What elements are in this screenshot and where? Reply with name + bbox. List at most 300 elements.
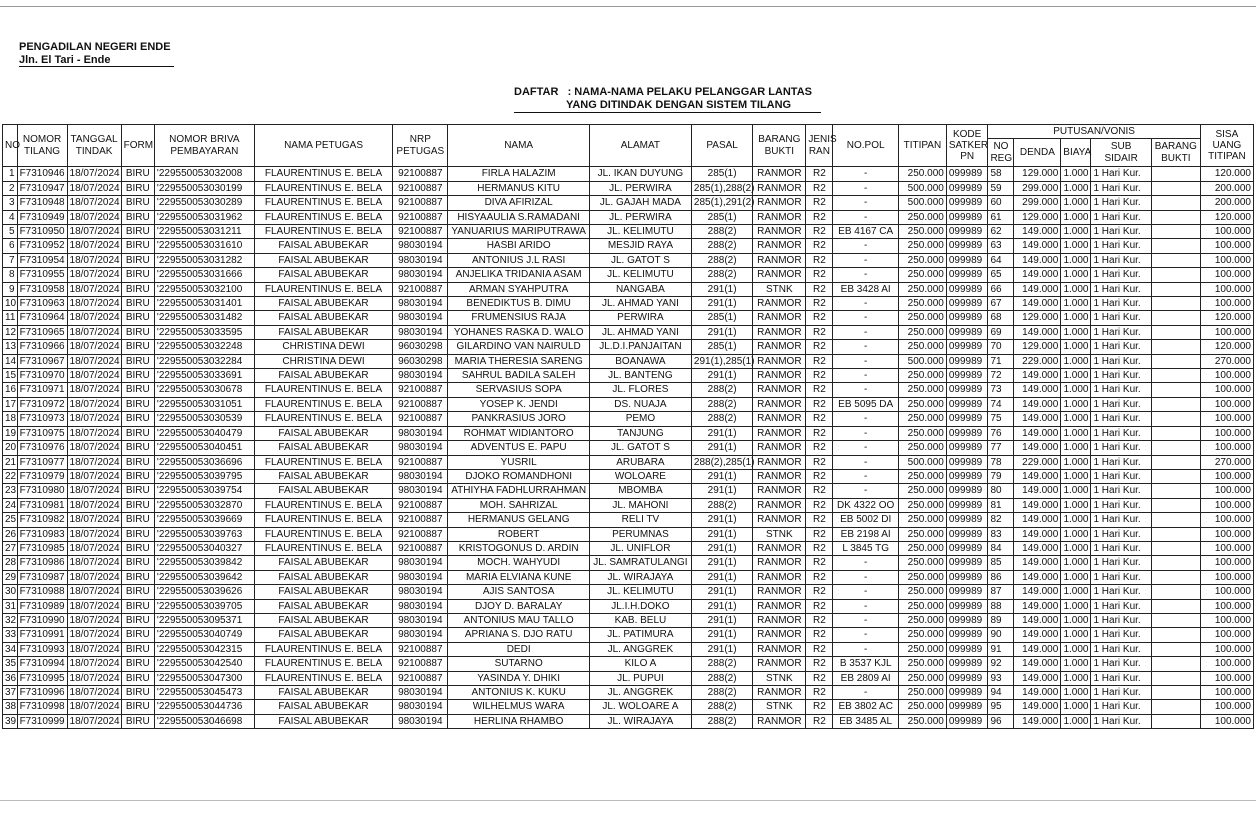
- cell-nrp: 98030194: [393, 253, 448, 267]
- cell-titipan: 250.000: [898, 311, 946, 325]
- cell-denda: 149.000: [1014, 686, 1061, 700]
- table-row: [3, 700, 1254, 714]
- cell-alamat: PERWIRA: [589, 311, 691, 325]
- cell-form: BIRU: [121, 599, 154, 613]
- cell-jenis-ran: R2: [806, 599, 833, 613]
- cell-alamat: JL. KELIMUTU: [589, 225, 691, 239]
- cell-tanggal: 18/07/2024: [67, 268, 121, 282]
- cell-sub-sidair: 1 Hari Kur.: [1091, 282, 1151, 296]
- cell-no-reg: 95: [988, 700, 1014, 714]
- cell-jenis-ran: R2: [806, 196, 833, 210]
- cell-kode-satker: 099989: [946, 686, 988, 700]
- cell-form: BIRU: [121, 657, 154, 671]
- cell-sisa-uang: 100.000: [1200, 570, 1253, 584]
- cell-biaya: 1.000: [1061, 513, 1091, 527]
- cell-alamat: WOLOARE: [589, 469, 691, 483]
- cell-denda: 149.000: [1014, 527, 1061, 541]
- cell-sub-sidair: 1 Hari Kur.: [1091, 325, 1151, 339]
- cell-denda: 149.000: [1014, 541, 1061, 555]
- cell-titipan: 250.000: [898, 498, 946, 512]
- cell-form: BIRU: [121, 225, 154, 239]
- cell-no-reg: 87: [988, 585, 1014, 599]
- cell-denda: 149.000: [1014, 700, 1061, 714]
- cell-nama: HERMANUS KITU: [448, 181, 590, 195]
- cell-no-pol: -: [833, 412, 899, 426]
- cell-sisa-uang: 100.000: [1200, 268, 1253, 282]
- cell-barang-bukti-vonis: [1151, 642, 1200, 656]
- table-row: [3, 513, 1254, 527]
- cell-kode-satker: 099989: [946, 225, 988, 239]
- cell-nama-petugas: FAISAL ABUBEKAR: [254, 441, 392, 455]
- table-row: [3, 484, 1254, 498]
- cell-tanggal: 18/07/2024: [67, 383, 121, 397]
- cell-alamat: JL. FLORES: [589, 383, 691, 397]
- cell-barang-bukti-vonis: [1151, 239, 1200, 253]
- table-row: [3, 253, 1254, 267]
- cell-no-pol: -: [833, 340, 899, 354]
- cell-kode-satker: 099989: [946, 541, 988, 555]
- table-row: [3, 225, 1254, 239]
- cell-no: 31: [3, 599, 18, 613]
- cell-kode-satker: 099989: [946, 239, 988, 253]
- cell-sisa-uang: 120.000: [1200, 340, 1253, 354]
- cell-alamat: TANJUNG: [589, 426, 691, 440]
- table-row: [3, 657, 1254, 671]
- cell-kode-satker: 099989: [946, 657, 988, 671]
- cell-kode-satker: 099989: [946, 340, 988, 354]
- cell-barang-bukti: RANMOR: [753, 599, 806, 613]
- cell-no: 30: [3, 585, 18, 599]
- cell-nama: DEDI: [448, 642, 590, 656]
- cell-nama: ATHIYHA FADHLURRAHMAN: [448, 484, 590, 498]
- cell-nomor-tilang: F7310970: [17, 369, 67, 383]
- cell-form: BIRU: [121, 181, 154, 195]
- cell-sub-sidair: 1 Hari Kur.: [1091, 181, 1151, 195]
- cell-sub-sidair: 1 Hari Kur.: [1091, 700, 1151, 714]
- cell-no: 34: [3, 642, 18, 656]
- cell-titipan: 250.000: [898, 441, 946, 455]
- cell-nama: MOH. SAHRIZAL: [448, 498, 590, 512]
- cell-no-pol: EB 5002 DI: [833, 513, 899, 527]
- cell-nrp: 98030194: [393, 239, 448, 253]
- cell-nrp: 98030194: [393, 297, 448, 311]
- cell-barang-bukti: RANMOR: [753, 714, 806, 728]
- cell-jenis-ran: R2: [806, 613, 833, 627]
- cell-nama: KRISTOGONUS D. ARDIN: [448, 541, 590, 555]
- table-row: [3, 340, 1254, 354]
- cell-biaya: 1.000: [1061, 556, 1091, 570]
- cell-no-pol: -: [833, 325, 899, 339]
- cell-no-reg: 85: [988, 556, 1014, 570]
- cell-form: BIRU: [121, 239, 154, 253]
- cell-pasal: 285(1),291(2): [691, 196, 752, 210]
- cell-nrp: 98030194: [393, 369, 448, 383]
- cell-tanggal: 18/07/2024: [67, 325, 121, 339]
- cell-nama-petugas: FLAURENTINUS E. BELA: [254, 642, 392, 656]
- cell-briva: '229550053039669: [154, 513, 254, 527]
- cell-no-pol: -: [833, 484, 899, 498]
- cell-nama: ANJELIKA TRIDANIA ASAM: [448, 268, 590, 282]
- col-barang-bukti: BARANG BUKTI: [753, 125, 806, 167]
- cell-nrp: 98030194: [393, 585, 448, 599]
- cell-alamat: JL. BANTENG: [589, 369, 691, 383]
- cell-nama: ROBERT: [448, 527, 590, 541]
- cell-tanggal: 18/07/2024: [67, 253, 121, 267]
- table-row: [3, 397, 1254, 411]
- cell-sisa-uang: 100.000: [1200, 397, 1253, 411]
- cell-biaya: 1.000: [1061, 426, 1091, 440]
- cell-jenis-ran: R2: [806, 325, 833, 339]
- table-row: [3, 412, 1254, 426]
- col-nomor-briva: NOMOR BRIVA PEMBAYARAN: [154, 125, 254, 167]
- cell-tanggal: 18/07/2024: [67, 297, 121, 311]
- cell-biaya: 1.000: [1061, 239, 1091, 253]
- cell-titipan: 250.000: [898, 686, 946, 700]
- cell-titipan: 250.000: [898, 628, 946, 642]
- cell-no-pol: -: [833, 167, 899, 181]
- cell-titipan: 250.000: [898, 369, 946, 383]
- cell-nomor-tilang: F7310989: [17, 599, 67, 613]
- cell-nama: ROHMAT WIDIANTORO: [448, 426, 590, 440]
- cell-sub-sidair: 1 Hari Kur.: [1091, 599, 1151, 613]
- cell-jenis-ran: R2: [806, 628, 833, 642]
- cell-sisa-uang: 100.000: [1200, 498, 1253, 512]
- cell-alamat: KAB. BELU: [589, 613, 691, 627]
- cell-tanggal: 18/07/2024: [67, 686, 121, 700]
- cell-sub-sidair: 1 Hari Kur.: [1091, 484, 1151, 498]
- cell-no: 11: [3, 311, 18, 325]
- cell-sisa-uang: 270.000: [1200, 455, 1253, 469]
- cell-pasal: 291(1): [691, 541, 752, 555]
- cell-alamat: JL. WIRAJAYA: [589, 714, 691, 728]
- cell-barang-bukti: RANMOR: [753, 369, 806, 383]
- cell-no-pol: -: [833, 383, 899, 397]
- cell-barang-bukti: RANMOR: [753, 556, 806, 570]
- cell-biaya: 1.000: [1061, 325, 1091, 339]
- cell-alamat: PERUMNAS: [589, 527, 691, 541]
- col-kode-satker: KODE SATKER PN: [946, 125, 988, 167]
- cell-sub-sidair: 1 Hari Kur.: [1091, 556, 1151, 570]
- cell-briva: '229550053031610: [154, 239, 254, 253]
- table-row: [3, 325, 1254, 339]
- cell-sisa-uang: 100.000: [1200, 613, 1253, 627]
- cell-form: BIRU: [121, 513, 154, 527]
- cell-nrp: 92100887: [393, 513, 448, 527]
- cell-tanggal: 18/07/2024: [67, 441, 121, 455]
- table-row: [3, 671, 1254, 685]
- cell-denda: 229.000: [1014, 455, 1061, 469]
- cell-denda: 149.000: [1014, 642, 1061, 656]
- cell-sisa-uang: 100.000: [1200, 369, 1253, 383]
- cell-form: BIRU: [121, 340, 154, 354]
- cell-denda: 149.000: [1014, 239, 1061, 253]
- cell-tanggal: 18/07/2024: [67, 469, 121, 483]
- cell-biaya: 1.000: [1061, 253, 1091, 267]
- cell-tanggal: 18/07/2024: [67, 700, 121, 714]
- cell-nrp: 98030194: [393, 469, 448, 483]
- cell-tanggal: 18/07/2024: [67, 167, 121, 181]
- cell-nama-petugas: FLAURENTINUS E. BELA: [254, 671, 392, 685]
- cell-nama: SAHRUL BADILA SALEH: [448, 369, 590, 383]
- cell-nrp: 92100887: [393, 412, 448, 426]
- cell-nomor-tilang: F7310991: [17, 628, 67, 642]
- cell-nama-petugas: FLAURENTINUS E. BELA: [254, 383, 392, 397]
- cell-briva: '229550053031051: [154, 397, 254, 411]
- cell-sub-sidair: 1 Hari Kur.: [1091, 426, 1151, 440]
- cell-sisa-uang: 100.000: [1200, 714, 1253, 728]
- cell-no-pol: EB 2809 AI: [833, 671, 899, 685]
- cell-no-reg: 75: [988, 412, 1014, 426]
- cell-no: 29: [3, 570, 18, 584]
- cell-jenis-ran: R2: [806, 657, 833, 671]
- cell-nrp: 98030194: [393, 556, 448, 570]
- cell-denda: 149.000: [1014, 412, 1061, 426]
- cell-alamat: ARUBARA: [589, 455, 691, 469]
- cell-sisa-uang: 100.000: [1200, 628, 1253, 642]
- cell-nama-petugas: FAISAL ABUBEKAR: [254, 714, 392, 728]
- cell-titipan: 250.000: [898, 383, 946, 397]
- cell-titipan: 250.000: [898, 268, 946, 282]
- cell-sisa-uang: 100.000: [1200, 599, 1253, 613]
- col-jenis-ran: JENIS RAN: [806, 125, 833, 167]
- cell-briva: '229550053039642: [154, 570, 254, 584]
- cell-denda: 149.000: [1014, 657, 1061, 671]
- cell-nomor-tilang: F7310988: [17, 585, 67, 599]
- cell-tanggal: 18/07/2024: [67, 541, 121, 555]
- cell-form: BIRU: [121, 253, 154, 267]
- cell-sub-sidair: 1 Hari Kur.: [1091, 441, 1151, 455]
- cell-jenis-ran: R2: [806, 354, 833, 368]
- cell-barang-bukti: RANMOR: [753, 181, 806, 195]
- cell-nama: APRIANA S. DJO RATU: [448, 628, 590, 642]
- cell-alamat: JL. ANGGREK: [589, 642, 691, 656]
- cell-no: 1: [3, 167, 18, 181]
- cell-briva: '229550053039795: [154, 469, 254, 483]
- cell-nama: YASINDA Y. DHIKI: [448, 671, 590, 685]
- cell-nomor-tilang: F7310979: [17, 469, 67, 483]
- cell-biaya: 1.000: [1061, 541, 1091, 555]
- cell-biaya: 1.000: [1061, 570, 1091, 584]
- cell-barang-bukti-vonis: [1151, 297, 1200, 311]
- cell-no-pol: -: [833, 253, 899, 267]
- cell-form: BIRU: [121, 556, 154, 570]
- cell-nomor-tilang: F7310958: [17, 282, 67, 296]
- cell-sub-sidair: 1 Hari Kur.: [1091, 383, 1151, 397]
- cell-barang-bukti: RANMOR: [753, 498, 806, 512]
- cell-nama: ANTONIUS J.L RASI: [448, 253, 590, 267]
- cell-nama-petugas: FAISAL ABUBEKAR: [254, 613, 392, 627]
- cell-biaya: 1.000: [1061, 311, 1091, 325]
- cell-no-pol: -: [833, 239, 899, 253]
- cell-nama: SUTARNO: [448, 657, 590, 671]
- cell-nrp: 96030298: [393, 354, 448, 368]
- cell-briva: '229550053032248: [154, 340, 254, 354]
- cell-no: 19: [3, 426, 18, 440]
- cell-nama-petugas: FAISAL ABUBEKAR: [254, 484, 392, 498]
- cell-no-reg: 64: [988, 253, 1014, 267]
- cell-barang-bukti-vonis: [1151, 397, 1200, 411]
- cell-no-reg: 92: [988, 657, 1014, 671]
- cell-nama-petugas: FAISAL ABUBEKAR: [254, 268, 392, 282]
- cell-nrp: 98030194: [393, 268, 448, 282]
- cell-barang-bukti: RANMOR: [753, 239, 806, 253]
- cell-jenis-ran: R2: [806, 686, 833, 700]
- cell-pasal: 288(2): [691, 268, 752, 282]
- cell-nama: FIRLA HALAZIM: [448, 167, 590, 181]
- cell-titipan: 250.000: [898, 700, 946, 714]
- cell-no-pol: EB 3485 AL: [833, 714, 899, 728]
- cell-form: BIRU: [121, 671, 154, 685]
- cell-denda: 149.000: [1014, 469, 1061, 483]
- cell-nama-petugas: FLAURENTINUS E. BELA: [254, 498, 392, 512]
- scan-edge-bottom: [0, 800, 1256, 801]
- cell-pasal: 291(1): [691, 484, 752, 498]
- cell-barang-bukti: RANMOR: [753, 412, 806, 426]
- cell-denda: 149.000: [1014, 513, 1061, 527]
- cell-briva: '229550053045473: [154, 686, 254, 700]
- cell-barang-bukti-vonis: [1151, 613, 1200, 627]
- cell-biaya: 1.000: [1061, 455, 1091, 469]
- cell-sub-sidair: 1 Hari Kur.: [1091, 412, 1151, 426]
- cell-jenis-ran: R2: [806, 282, 833, 296]
- table-body: [3, 167, 1254, 729]
- table-row: [3, 426, 1254, 440]
- cell-form: BIRU: [121, 570, 154, 584]
- table-row: [3, 181, 1254, 195]
- cell-barang-bukti: RANMOR: [753, 268, 806, 282]
- cell-nrp: 98030194: [393, 599, 448, 613]
- cell-denda: 149.000: [1014, 225, 1061, 239]
- cell-nama-petugas: CHRISTINA DEWI: [254, 354, 392, 368]
- cell-sub-sidair: 1 Hari Kur.: [1091, 671, 1151, 685]
- cell-jenis-ran: R2: [806, 268, 833, 282]
- cell-pasal: 288(2): [691, 657, 752, 671]
- cell-pasal: 288(2): [691, 253, 752, 267]
- cell-pasal: 291(1): [691, 325, 752, 339]
- cell-jenis-ran: R2: [806, 527, 833, 541]
- cell-jenis-ran: R2: [806, 383, 833, 397]
- table-row: [3, 455, 1254, 469]
- cell-alamat: JL. IKAN DUYUNG: [589, 167, 691, 181]
- cell-tanggal: 18/07/2024: [67, 225, 121, 239]
- cell-titipan: 250.000: [898, 585, 946, 599]
- cell-sisa-uang: 120.000: [1200, 167, 1253, 181]
- cell-jenis-ran: R2: [806, 239, 833, 253]
- cell-pasal: 288(2): [691, 498, 752, 512]
- cell-pasal: 291(1): [691, 513, 752, 527]
- cell-sisa-uang: 270.000: [1200, 354, 1253, 368]
- cell-nomor-tilang: F7310955: [17, 268, 67, 282]
- cell-nrp: 92100887: [393, 657, 448, 671]
- cell-sisa-uang: 100.000: [1200, 282, 1253, 296]
- cell-sub-sidair: 1 Hari Kur.: [1091, 498, 1151, 512]
- cell-nama: MARIA ELVIANA KUNE: [448, 570, 590, 584]
- cell-pasal: 288(2): [691, 397, 752, 411]
- table-row: [3, 441, 1254, 455]
- cell-tanggal: 18/07/2024: [67, 585, 121, 599]
- cell-jenis-ran: R2: [806, 513, 833, 527]
- cell-barang-bukti-vonis: [1151, 354, 1200, 368]
- cell-denda: 299.000: [1014, 196, 1061, 210]
- cell-no-reg: 93: [988, 671, 1014, 685]
- cell-titipan: 250.000: [898, 484, 946, 498]
- table-row: [3, 642, 1254, 656]
- cell-kode-satker: 099989: [946, 196, 988, 210]
- cell-barang-bukti-vonis: [1151, 383, 1200, 397]
- cell-sisa-uang: 100.000: [1200, 239, 1253, 253]
- cell-pasal: 291(1): [691, 628, 752, 642]
- cell-denda: 149.000: [1014, 268, 1061, 282]
- cell-barang-bukti-vonis: [1151, 556, 1200, 570]
- cell-jenis-ran: R2: [806, 541, 833, 555]
- cell-sisa-uang: 100.000: [1200, 541, 1253, 555]
- cell-form: BIRU: [121, 412, 154, 426]
- cell-form: BIRU: [121, 613, 154, 627]
- title-line-1: DAFTAR : NAMA-NAMA PELAKU PELANGGAR LANTAS: [514, 86, 812, 98]
- cell-pasal: 285(1): [691, 340, 752, 354]
- cell-no-reg: 66: [988, 282, 1014, 296]
- cell-no: 10: [3, 297, 18, 311]
- cell-biaya: 1.000: [1061, 412, 1091, 426]
- cell-sub-sidair: 1 Hari Kur.: [1091, 642, 1151, 656]
- cell-barang-bukti: RANMOR: [753, 541, 806, 555]
- cell-alamat: JL. GAJAH MADA: [589, 196, 691, 210]
- cell-barang-bukti: RANMOR: [753, 383, 806, 397]
- cell-barang-bukti-vonis: [1151, 541, 1200, 555]
- cell-briva: '229550053030678: [154, 383, 254, 397]
- cell-form: BIRU: [121, 541, 154, 555]
- cell-nama-petugas: FAISAL ABUBEKAR: [254, 311, 392, 325]
- cell-biaya: 1.000: [1061, 354, 1091, 368]
- cell-denda: 149.000: [1014, 383, 1061, 397]
- cell-no-reg: 88: [988, 599, 1014, 613]
- cell-no-reg: 71: [988, 354, 1014, 368]
- cell-nomor-tilang: F7310990: [17, 613, 67, 627]
- cell-pasal: 291(1): [691, 426, 752, 440]
- cell-form: BIRU: [121, 498, 154, 512]
- cell-tanggal: 18/07/2024: [67, 484, 121, 498]
- cell-briva: '229550053031282: [154, 253, 254, 267]
- cell-kode-satker: 099989: [946, 642, 988, 656]
- cell-nrp: 98030194: [393, 441, 448, 455]
- cell-alamat: BOANAWA: [589, 354, 691, 368]
- cell-no: 12: [3, 325, 18, 339]
- cell-sisa-uang: 100.000: [1200, 412, 1253, 426]
- cell-no: 22: [3, 469, 18, 483]
- cell-jenis-ran: R2: [806, 498, 833, 512]
- cell-no: 18: [3, 412, 18, 426]
- cell-biaya: 1.000: [1061, 686, 1091, 700]
- cell-nrp: 98030194: [393, 570, 448, 584]
- cell-no-pol: -: [833, 585, 899, 599]
- cell-alamat: MBOMBA: [589, 484, 691, 498]
- cell-no-reg: 89: [988, 613, 1014, 627]
- cell-no-reg: 58: [988, 167, 1014, 181]
- cell-titipan: 250.000: [898, 297, 946, 311]
- cell-no-pol: -: [833, 369, 899, 383]
- cell-alamat: MESJID RAYA: [589, 239, 691, 253]
- cell-no-pol: -: [833, 686, 899, 700]
- cell-sub-sidair: 1 Hari Kur.: [1091, 196, 1151, 210]
- cell-denda: 149.000: [1014, 426, 1061, 440]
- cell-sisa-uang: 100.000: [1200, 527, 1253, 541]
- cell-sub-sidair: 1 Hari Kur.: [1091, 354, 1151, 368]
- cell-barang-bukti: RANMOR: [753, 657, 806, 671]
- cell-nomor-tilang: F7310980: [17, 484, 67, 498]
- cell-pasal: 288(2): [691, 225, 752, 239]
- cell-barang-bukti-vonis: [1151, 484, 1200, 498]
- cell-tanggal: 18/07/2024: [67, 181, 121, 195]
